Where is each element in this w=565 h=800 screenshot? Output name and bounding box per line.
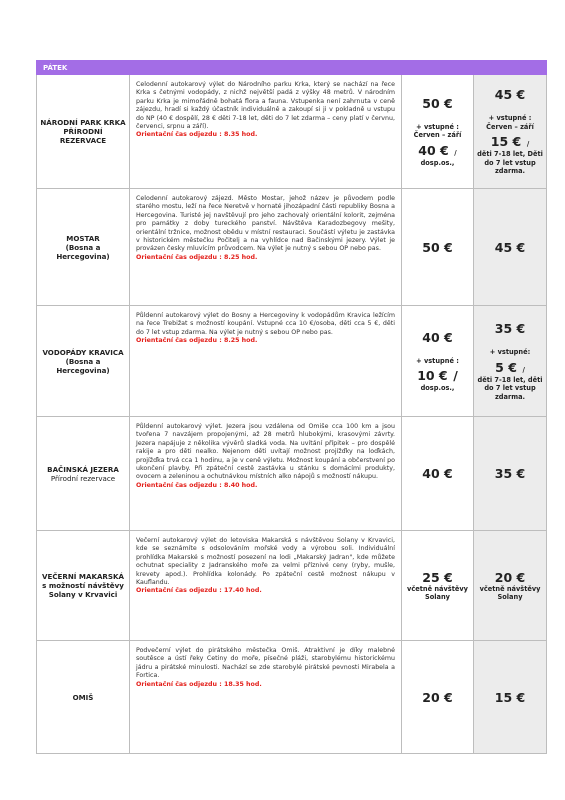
price-main: 20 € — [494, 569, 526, 585]
extra-period: Červen – září — [486, 122, 534, 131]
departure-time: Orientační čas odjezdu : 18.35 hod. — [136, 680, 262, 688]
price-main: 15 € — [494, 689, 526, 705]
extra-price: 40 € — [418, 142, 449, 158]
price-main: 50 € — [422, 239, 453, 255]
trip-title: NÁRODNÍ PARK KRKA — [40, 118, 126, 127]
price-child — [474, 306, 547, 417]
price-child — [474, 75, 547, 189]
day-header: PÁTEK — [37, 61, 547, 75]
departure-time: Orientační čas odjezdu : 8.35 hod. — [136, 131, 258, 139]
price-adult — [402, 306, 474, 417]
extra-label: + vstupné: — [489, 348, 531, 356]
trip-name — [37, 641, 130, 754]
trip-description — [130, 189, 402, 306]
price-adult — [402, 641, 474, 754]
trip-description — [130, 75, 402, 189]
departure-time: Orientační čas odjezdu : 8.25 hod. — [136, 337, 258, 345]
trip-description — [130, 641, 402, 754]
extra-price: 10 € — [417, 368, 448, 383]
price-main: 40 € — [422, 466, 453, 481]
trip-subtitle: s možností návštěvy Solany v Krvavici — [42, 581, 124, 599]
extra-note: děti 7-18 let, Děti do 7 let vstup zdarma. — [477, 150, 543, 176]
description-text: Večerní autokarový výlet do letoviska Makarská s návštěvou Solany v Krvavici, kde se seznámíte s odsolováním mořské vody a výrobou soli. Individuální prohlídka Makarské s možností posezení na lodi „Makarský Jadran", kde můžete ochutnat speciality z Jadranského moře za velmi příznivé ceny (ryby, mušle, krevety apod.). Prohlídka kolonády. Po zpáteční cestě možnost nákupu v Kauflandu. — [136, 537, 395, 587]
trip-row — [37, 306, 547, 417]
trip-title: BAČINSKÁ JEZERA — [47, 464, 119, 474]
price-main: 25 € — [422, 569, 453, 585]
trip-row — [37, 189, 547, 306]
trip-subtitle: PŘÍRODNÍ REZERVACE — [59, 127, 107, 145]
extra-label: + vstupné : — [488, 114, 532, 123]
price-main: 50 € — [422, 95, 453, 111]
extra-price: 5 € — [495, 359, 517, 375]
extra-note: dosp.os., — [420, 384, 455, 392]
trip-name — [37, 306, 130, 417]
extra-period: Červen – září — [413, 131, 462, 140]
trips-table — [36, 60, 547, 754]
price-child — [474, 641, 547, 754]
price-main: 45 € — [494, 87, 526, 103]
price-adult — [402, 189, 474, 306]
trip-description — [130, 306, 402, 417]
departure-time: Orientační čas odjezdu : 17.40 hod. — [136, 587, 262, 595]
description-text: Celodenní autokarový zájezd. Město Mostar, jehož název je původem podle starého mostu, leží na řece Neretvě v hornaté jihozápadní části republiky Bosna a Hercegovina. Turisté jej navštěvují pro jeho zachovalý orientální kolorit, zejména pro památky z doby tureckého panství. Návštěva Karadozbegovy mešity, orientální tržnice, možnost obědu v místní restauraci. Součástí výletu je zastávka v historickém městečku Počitelj a na vyhlídce nad Bačinskými jezery. Výlet je provázen česky mluvícím průvodcem. Na výlet je nutný s sebou OP nebo pas. — [136, 195, 395, 253]
price-child — [474, 189, 547, 306]
extra-label: + vstupné : — [416, 122, 459, 131]
price-main: 35 € — [494, 321, 526, 336]
trip-name — [37, 531, 130, 641]
trip-description — [130, 417, 402, 531]
trip-row — [37, 641, 547, 754]
trip-name — [37, 75, 130, 189]
trip-title: VEČERNÍ MAKARSKÁ — [42, 572, 124, 581]
price-main: 40 € — [422, 329, 453, 345]
extra-note: dosp.os., — [420, 158, 455, 167]
extra-suffix: / — [454, 148, 457, 157]
price-main: 20 € — [422, 689, 453, 705]
description-text: Půldenní autokarový výlet do Bosny a Hercegoviny k vodopádům Kravica ležícím na řece Trebižat s možností koupání. Vstupné cca 10 €/osoba, děti cca 5 €, děti do 7 let vstup zdarma. Na výlet je nutný s sebou OP nebo pas. — [136, 312, 395, 336]
departure-time: Orientační čas odjezdu : 8.40 hod. — [136, 481, 258, 489]
trip-subtitle: (Bosna a Hercegovina) — [56, 242, 110, 261]
description-text: Půldenní autokarový výlet. Jezera jsou vzdálena od Omiše cca 100 km a jsou tvořena 7 navzájem propojenými, až 28 metrů hlubokými, krasovými závrty. Jezera napájuje z několika vývěrů sladká voda. Na uvítání přípitek – pro dospělé rakije a pro děti nealko. Nejenom děti uvítají možnost projížďky na loďkách, projížďka trvá cca 1 hodinu, a je v ceně výletu. Možnost koupání a občerstvení po ukončení plavby. Při zpáteční cestě zastávka u stánku s domácími produkty, ovocem a zeleninou a ochutnávkou místních alko nápojů s možností nákupu. — [136, 423, 395, 481]
price-child — [474, 531, 547, 641]
description-text: Podvečerní výlet do pirátského městečka Omiš. Atraktivní je díky malebné soutěsce a ústí řeky Cetiny do moře, písečné pláži, starobylému historickému jádru a pirátské minulosti. Nachází se zde starobylé pirátské pevnosti Mirabela a Fortica. — [136, 647, 395, 680]
description-text: Celodenní autokarový výlet do Národního parku Krka, který se nachází na řece Krka s četnými vodopády, z nichž největší padá z výšky 48 metrů. V národním parku Krka je mimořádně bohatá flora a fauna. Vstupenka není zahrnuta v ceně zájezdu, hradí si každý účastník individuálně a zakoupí si ji v pokladně u vstupu do NP (40 € dospělí, 28 € děti 7-18 let, děti do 7 let zdarma – ceny platí v červnu, červenci, srpnu a září). — [136, 81, 395, 131]
extra-note: včetně návštěvy Solany — [407, 584, 468, 601]
trip-row — [37, 531, 547, 641]
departure-time: Orientační čas odjezdu : 8.25 hod. — [136, 253, 258, 261]
trip-title: MOSTAR — [66, 233, 100, 243]
price-adult — [402, 417, 474, 531]
price-main: 35 € — [494, 466, 526, 481]
price-main: 45 € — [494, 239, 526, 255]
trip-subtitle: Přírodní rezervace — [50, 473, 116, 483]
extra-note: děti 7-18 let, děti do 7 let vstup zdarma. — [477, 375, 543, 401]
trip-title: OMIŠ — [72, 692, 94, 702]
extra-suffix: / — [526, 140, 530, 149]
trip-row — [37, 417, 547, 531]
trip-title: VODOPÁDY KRAVICA — [42, 347, 124, 357]
trip-description — [130, 531, 402, 641]
extra-price: 15 € — [490, 134, 522, 150]
extra-label: + vstupné : — [416, 356, 459, 365]
price-child — [474, 417, 547, 531]
extra-suffix: / — [522, 365, 525, 374]
extra-note: včetně návštěvy Solany — [479, 584, 541, 601]
trip-subtitle: (Bosna a Hercegovina) — [56, 356, 110, 375]
extra-suffix: / — [453, 368, 458, 383]
price-adult — [402, 75, 474, 189]
trip-row — [37, 75, 547, 189]
trip-name — [37, 417, 130, 531]
trip-name — [37, 189, 130, 306]
price-adult — [402, 531, 474, 641]
